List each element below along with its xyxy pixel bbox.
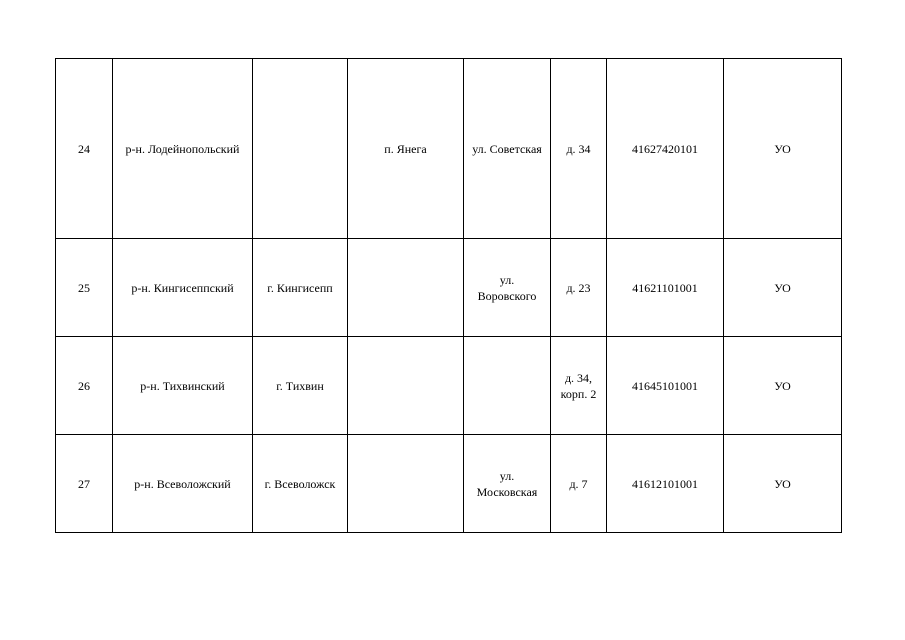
cell-oktmo: 41627420101: [607, 59, 724, 239]
cell-district: р-н. Лодейнопольский: [113, 59, 253, 239]
cell-settlement: п. Янега: [348, 59, 464, 239]
cell-district: р-н. Тихвинский: [113, 337, 253, 435]
cell-oktmo: 41645101001: [607, 337, 724, 435]
cell-settlement: [348, 239, 464, 337]
cell-settlement: [348, 435, 464, 533]
cell-house: д. 23: [551, 239, 607, 337]
address-table: [55, 58, 842, 533]
cell-number: 27: [56, 435, 113, 533]
cell-house: д. 34, корп. 2: [551, 337, 607, 435]
cell-city: г. Тихвин: [253, 337, 348, 435]
cell-city: [253, 59, 348, 239]
table-row: [56, 59, 842, 239]
cell-street: ул. Московская: [464, 435, 551, 533]
cell-district: р-н. Всеволожский: [113, 435, 253, 533]
cell-type: УО: [724, 59, 842, 239]
cell-type: УО: [724, 435, 842, 533]
cell-number: 25: [56, 239, 113, 337]
cell-type: УО: [724, 337, 842, 435]
cell-house: д. 34: [551, 59, 607, 239]
cell-oktmo: 41621101001: [607, 239, 724, 337]
table-row: [56, 239, 842, 337]
table-row: [56, 337, 842, 435]
cell-settlement: [348, 337, 464, 435]
cell-street: ул. Советская: [464, 59, 551, 239]
cell-district: р-н. Кингисеппский: [113, 239, 253, 337]
cell-number: 26: [56, 337, 113, 435]
table-row: [56, 435, 842, 533]
cell-street: ул. Воровского: [464, 239, 551, 337]
cell-city: г. Всеволожск: [253, 435, 348, 533]
cell-number: 24: [56, 59, 113, 239]
cell-street: [464, 337, 551, 435]
cell-type: УО: [724, 239, 842, 337]
cell-oktmo: 41612101001: [607, 435, 724, 533]
cell-city: г. Кингисепп: [253, 239, 348, 337]
cell-house: д. 7: [551, 435, 607, 533]
